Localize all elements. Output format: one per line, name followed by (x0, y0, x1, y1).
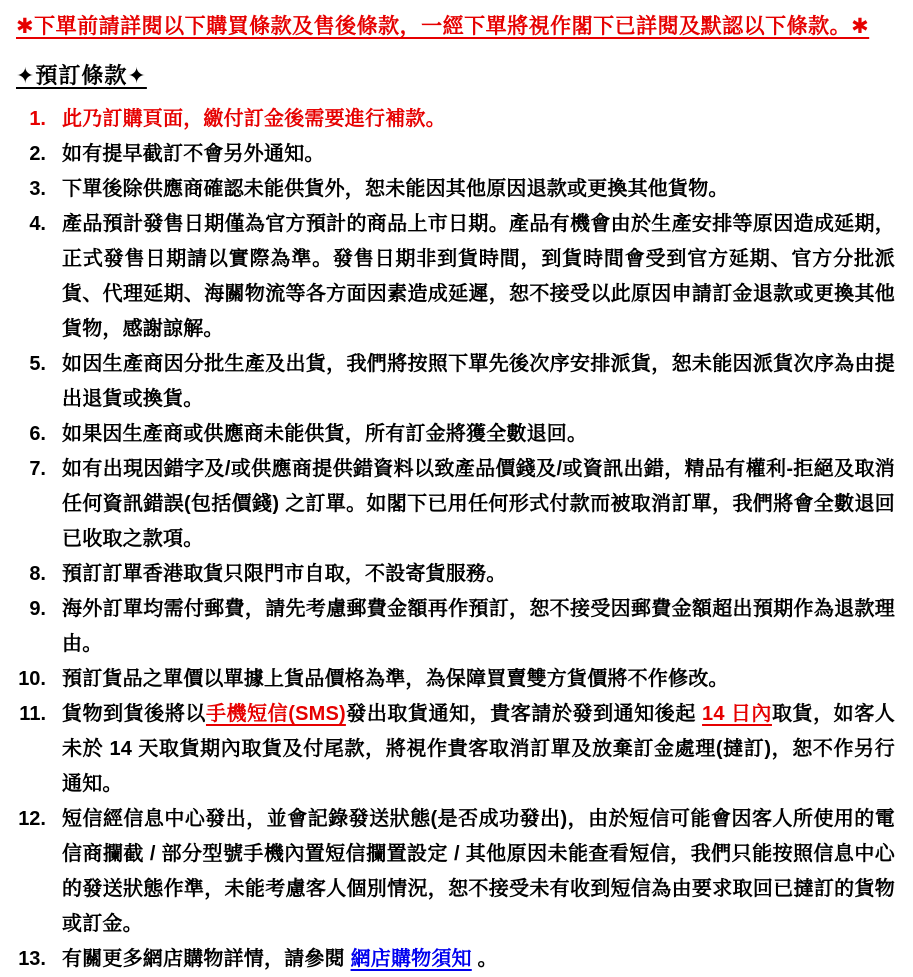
term-text (62, 137, 895, 172)
term-text (62, 662, 895, 697)
term-number: 9. (29, 598, 46, 620)
term-item (16, 137, 895, 172)
section-title-preorder-terms: ✦預訂條款✦ (16, 63, 147, 88)
text-run: 發出取貨通知，貴客請於發到通知後起 (345, 703, 703, 725)
term-text (62, 347, 895, 417)
term-text (62, 557, 895, 592)
text-run: 預訂訂單香港取貨只限門市自取，不設寄貨服務。 (62, 563, 507, 585)
term-item (16, 662, 895, 697)
term-item (16, 417, 895, 452)
text-run: 。 (471, 948, 498, 970)
text-run: 此乃訂購頁面，繳付訂金後需要進行補款。 (62, 108, 446, 130)
term-number: 5. (29, 353, 46, 375)
text-run: 如有提早截訂不會另外通知。 (62, 143, 325, 165)
term-number: 10. (18, 668, 46, 690)
text-run: 如有出現因錯字及/或供應商提供錯資料以致產品價錢及/或資訊出錯，精品有權利-拒絕及取消任何資訊錯誤(包括價錢) 之訂單。如閣下已用任何形式付款而被取消訂單，我們將會全數退回已收取之款項。 (62, 458, 895, 550)
term-text (62, 592, 895, 662)
term-number: 6. (29, 423, 46, 445)
term-number: 1. (29, 108, 46, 130)
text-run: 預訂貨品之單價以單據上貨品價格為準，為保障買賣雙方貨價將不作修改。 (62, 668, 729, 690)
term-text (62, 452, 895, 557)
term-number: 13. (18, 948, 46, 970)
term-text (62, 417, 895, 452)
term-text (62, 802, 895, 942)
term-number: 11. (19, 703, 46, 725)
term-item (16, 697, 895, 802)
term-item (16, 802, 895, 942)
term-text (62, 207, 895, 347)
text-run: 手機短信(SMS) (205, 703, 346, 725)
text-run: 有關更多網店購物詳情，請參閱 (62, 948, 351, 970)
pre-order-notice-banner: ✱下單前請詳閱以下購買條款及售後條款，一經下單將視作閣下已詳閱及默認以下條款。✱ (16, 15, 870, 38)
term-text (62, 942, 895, 977)
term-item (16, 452, 895, 557)
term-item (16, 102, 895, 137)
term-item (16, 557, 895, 592)
text-run: 短信經信息中心發出，並會記錄發送狀態(是否成功發出)，由於短信可能會因客人所使用的電信商攔截 / 部分型號手機內置短信攔置設定 / 其他原因未能查看短信，我們只能按照信息中心的發送狀態作準，未能考慮客人個別情況，恕不接受未有收到短信為由要求取回已撻訂的貨物或訂金。 (62, 808, 895, 935)
text-run: 下單後除供應商確認未能供貨外，恕未能因其他原因退款或更換其他貨物。 (62, 178, 729, 200)
text-run: 貨物到貨後將以 (62, 703, 206, 725)
term-number: 8. (29, 563, 46, 585)
term-number: 7. (29, 458, 46, 480)
term-number: 4. (29, 213, 46, 235)
term-number: 12. (18, 808, 46, 830)
term-item (16, 207, 895, 347)
term-text (62, 102, 895, 137)
text-run: 14 日內 (702, 703, 772, 725)
term-number: 3. (29, 178, 46, 200)
shop-guide-link[interactable]: 網店購物須知 (350, 948, 472, 970)
text-run: 如因生產商因分批生產及出貨，我們將按照下單先後次序安排派貨，恕未能因派貨次序為由提出退貨或換貨。 (62, 353, 895, 410)
term-item (16, 172, 895, 207)
term-text (62, 697, 895, 802)
text-run: 如果因生產商或供應商未能供貨，所有訂金將獲全數退回。 (62, 423, 588, 445)
text-run: 產品預計發售日期僅為官方預計的商品上市日期。產品有機會由於生產安排等原因造成延期，正式發售日期請以實際為準。發售日期非到貨時間，到貨時間會受到官方延期、官方分批派貨、代理延期、海關物流等各方面因素造成延遲，恕不接受以此原因申請訂金退款或更換其他貨物，感謝諒解。 (62, 213, 895, 340)
term-item (16, 347, 895, 417)
text-run: 取貨，如客人未於 14 天取貨期內取貨及付尾款，將視作貴客取消訂單及放棄訂金處理(撻訂)，恕不作另行通知。 (62, 703, 895, 795)
term-text (62, 172, 895, 207)
term-item (16, 592, 895, 662)
text-run: 海外訂單均需付郵費，請先考慮郵費金額再作預訂，恕不接受因郵費金額超出預期作為退款理由。 (62, 598, 895, 655)
terms-list (16, 102, 895, 977)
term-number: 2. (29, 143, 46, 165)
term-item (16, 942, 895, 977)
